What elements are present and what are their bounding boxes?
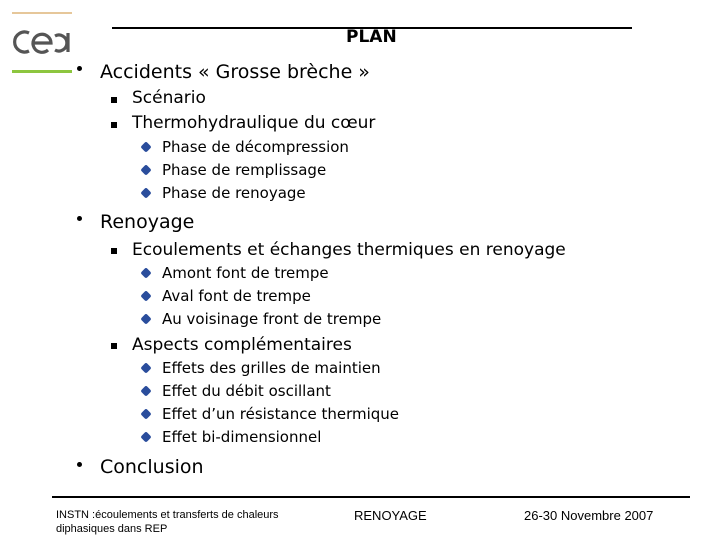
bullet-diamond: [140, 187, 151, 198]
subsection-aspects: Aspects complémentaires: [132, 335, 352, 355]
bullet-diamond: [140, 290, 151, 301]
list-item: Effet du débit oscillant: [162, 382, 331, 400]
bullet-square: [111, 343, 117, 349]
bullet-diamond: [140, 408, 151, 419]
list-item: Effets des grilles de maintien: [162, 359, 381, 377]
list-item: Aval font de trempe: [162, 287, 311, 305]
list-item: Phase de remplissage: [162, 161, 327, 179]
list-item: Au voisinage front de trempe: [162, 310, 382, 328]
footer-course: INSTN :écoulements et transferts de chaleurs diphasiques dans REP: [56, 509, 279, 535]
bullet-square: [111, 122, 117, 128]
list-item: Effet d’un résistance thermique: [162, 405, 400, 423]
list-item: Phase de décompression: [162, 138, 349, 156]
bullet-diamond: [140, 431, 151, 442]
bullet-dot: [77, 216, 82, 221]
bullet-dot: [77, 66, 82, 71]
bullet-diamond: [140, 267, 151, 278]
bullet-diamond: [140, 385, 151, 396]
cea-logo: [12, 22, 74, 62]
logo-bottom-line: [12, 70, 72, 73]
bullet-diamond: [140, 313, 151, 324]
footer-date: 26-30 Novembre 2007: [524, 508, 654, 523]
logo-top-line: [12, 12, 72, 14]
list-item: Phase de renoyage: [162, 184, 306, 202]
section-renoyage: Renoyage: [100, 211, 195, 233]
bullet-square: [111, 97, 117, 103]
section-accidents: Accidents « Grosse brèche »: [100, 61, 370, 83]
page-title: PLAN: [346, 27, 397, 47]
subsection-ecoulements: Ecoulements et échanges thermiques en renoyage: [132, 240, 566, 260]
subsection-thermohydraulique: Thermohydraulique du cœur: [132, 113, 376, 133]
bullet-diamond: [140, 141, 151, 152]
bullet-dot: [77, 462, 82, 467]
bullet-diamond: [140, 164, 151, 175]
section-conclusion: Conclusion: [100, 456, 204, 478]
footer-rule: [52, 496, 690, 498]
bullet-diamond: [140, 362, 151, 373]
list-item: Amont font de trempe: [162, 264, 329, 282]
footer-topic: RENOYAGE: [354, 508, 427, 523]
bullet-square: [111, 248, 117, 254]
list-item: Effet bi-dimensionnel: [162, 428, 322, 446]
subsection-scenario: Scénario: [132, 88, 206, 108]
